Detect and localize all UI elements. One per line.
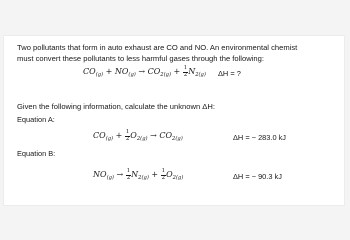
intro-line-1: Two pollutants that form in auto exhaust are CO and NO. An environmental chemist: [17, 43, 298, 52]
fraction-half: $\frac{1}{2}$: [126, 168, 131, 181]
equation-b: $NO_{(g)}$ → $\frac{1}{2}$ $N_{2(g)}$ + $\frac{1}{2}$ $O_{2(g)}$: [93, 168, 184, 182]
fraction-half: $\frac{1}{2}$: [161, 168, 166, 181]
target-delta-h: ΔH = ?: [218, 69, 241, 78]
intro-text: [17, 42, 297, 64]
target-equation: $CO_{(g)} + NO_{(g)} \to CO_{2(g)}$ + $\frac{1}{2}$ $N_{2(g)}$: [83, 65, 206, 79]
equation-a-delta-h: ΔH = − 283.0 kJ: [233, 133, 287, 142]
fraction-half: $\frac{1}{2}$: [125, 129, 130, 142]
label-equation-b: Equation B:: [17, 149, 56, 158]
intro-line-2: must convert these pollutants to less harmful gases through the following:: [17, 54, 264, 63]
given-text: Given the following information, calculate the unknown ΔH:: [17, 102, 215, 111]
equation-a: $CO_{(g)}$ + $\frac{1}{2}$ $O_{2(g)} \to CO_{2(g)}$: [93, 129, 183, 143]
equation-b-delta-h: ΔH = − 90.3 kJ: [233, 172, 282, 181]
label-equation-a: Equation A:: [17, 115, 55, 124]
fraction-half: $\frac{1}{2}$: [183, 65, 188, 78]
problem-card: [3, 35, 345, 206]
